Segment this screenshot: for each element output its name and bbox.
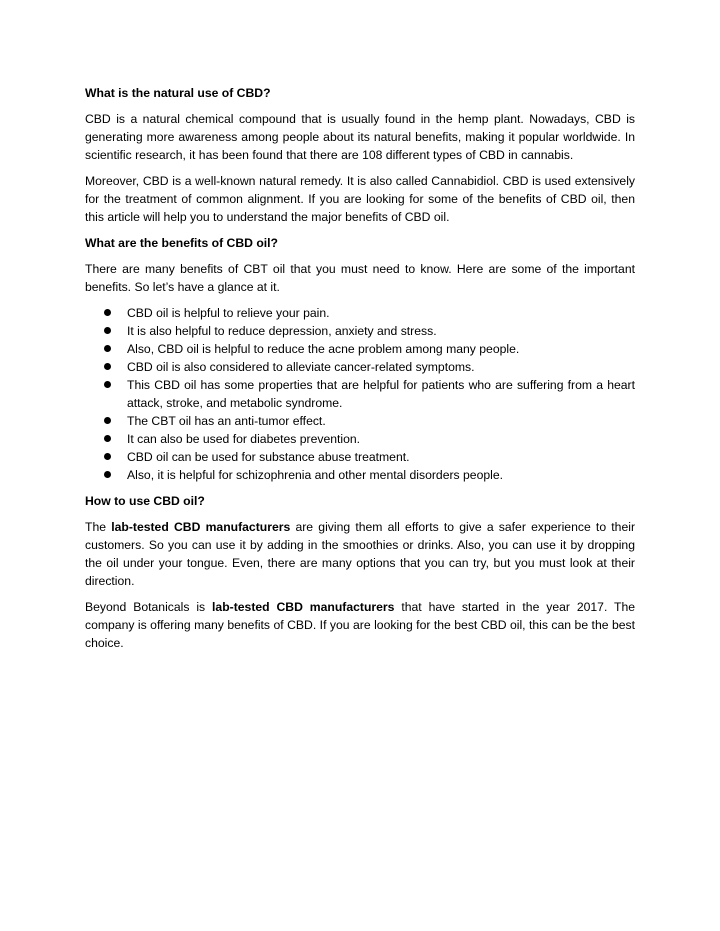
paragraph-beyond-botanicals-text-end: that have started in the year 2017. The company is offering many benefits of CBD. If you are looking for the best CBD oil, this can be the best choice.: [85, 600, 636, 650]
bullet-icon: [104, 417, 111, 424]
list-item: [85, 412, 635, 430]
heading-benefits: What are the benefits of CBD oil?: [85, 236, 278, 250]
list-item: [85, 448, 635, 466]
list-item: [85, 340, 635, 358]
paragraph-usage-text-end: are giving them all efforts to give a safer experience to their customers. So you can use it by adding in the smoothies or drinks. Also, you can use it by dropping the oil under your tongue. Even, there are many options that you can try, but you must look at their direction.: [85, 520, 636, 588]
heading-natural-use: What is the natural use of CBD?: [85, 86, 271, 100]
bullet-icon: [104, 309, 111, 316]
paragraph-beyond-botanicals: [85, 598, 635, 652]
list-item-text: This CBD oil has some properties that are helpful for patients who are suffering from a heart attack, stroke, and metabolic syndrome.: [127, 378, 635, 410]
bullet-icon: [104, 453, 111, 460]
list-item: [85, 322, 635, 340]
list-item-text: CBD oil is also considered to alleviate cancer-related symptoms.: [127, 360, 475, 374]
paragraph-cbd-remedy: Moreover, CBD is a well-known natural remedy. It is also called Cannabidiol. CBD is used extensively for the treatment of common alignment. If you are looking for some of the benefits of CBD oil, then this article will help you to understand the major benefits of CBD oil.: [85, 174, 635, 224]
list-item-text: Also, it is helpful for schizophrenia and other mental disorders people.: [127, 468, 503, 482]
list-item: [85, 358, 635, 376]
benefits-list: [85, 304, 635, 484]
list-item: [85, 466, 635, 484]
bullet-icon: [104, 471, 111, 478]
bullet-icon: [104, 363, 111, 370]
paragraph-benefits-intro: There are many benefits of CBT oil that you must need to know. Here are some of the important benefits. So let’s have a glance at it.: [85, 262, 635, 294]
bullet-icon: [104, 381, 111, 388]
list-item-text: It can also be used for diabetes prevention.: [127, 432, 361, 446]
heading-how-to-use: How to use CBD oil?: [85, 494, 205, 508]
bullet-icon: [104, 327, 111, 334]
paragraph-usage: [85, 518, 635, 590]
list-item-text: The CBT oil has an anti-tumor effect.: [127, 414, 326, 428]
paragraph-usage-bold-phrase: lab-tested CBD manufacturers: [111, 520, 291, 534]
list-item: [85, 376, 635, 412]
paragraph-beyond-botanicals-bold-phrase: lab-tested CBD manufacturers: [212, 600, 395, 614]
list-item: [85, 430, 635, 448]
list-item-text: It is also helpful to reduce depression, anxiety and stress.: [127, 324, 437, 338]
paragraph-beyond-botanicals-text-start: Beyond Botanicals is: [85, 600, 213, 614]
list-item-text: CBD oil can be used for substance abuse treatment.: [127, 450, 410, 464]
bullet-icon: [104, 435, 111, 442]
paragraph-cbd-intro: CBD is a natural chemical compound that is usually found in the hemp plant. Nowadays, CBD is generating more awareness among people about its natural benefits, making it popular worldwide. In scientific research, it has been found that there are 108 different types of CBD in cannabis.: [85, 112, 635, 162]
list-item: [85, 304, 635, 322]
bullet-icon: [104, 345, 111, 352]
list-item-text: CBD oil is helpful to relieve your pain.: [127, 306, 330, 320]
list-item-text: Also, CBD oil is helpful to reduce the acne problem among many people.: [127, 342, 520, 356]
paragraph-usage-text-start: The: [85, 520, 112, 534]
